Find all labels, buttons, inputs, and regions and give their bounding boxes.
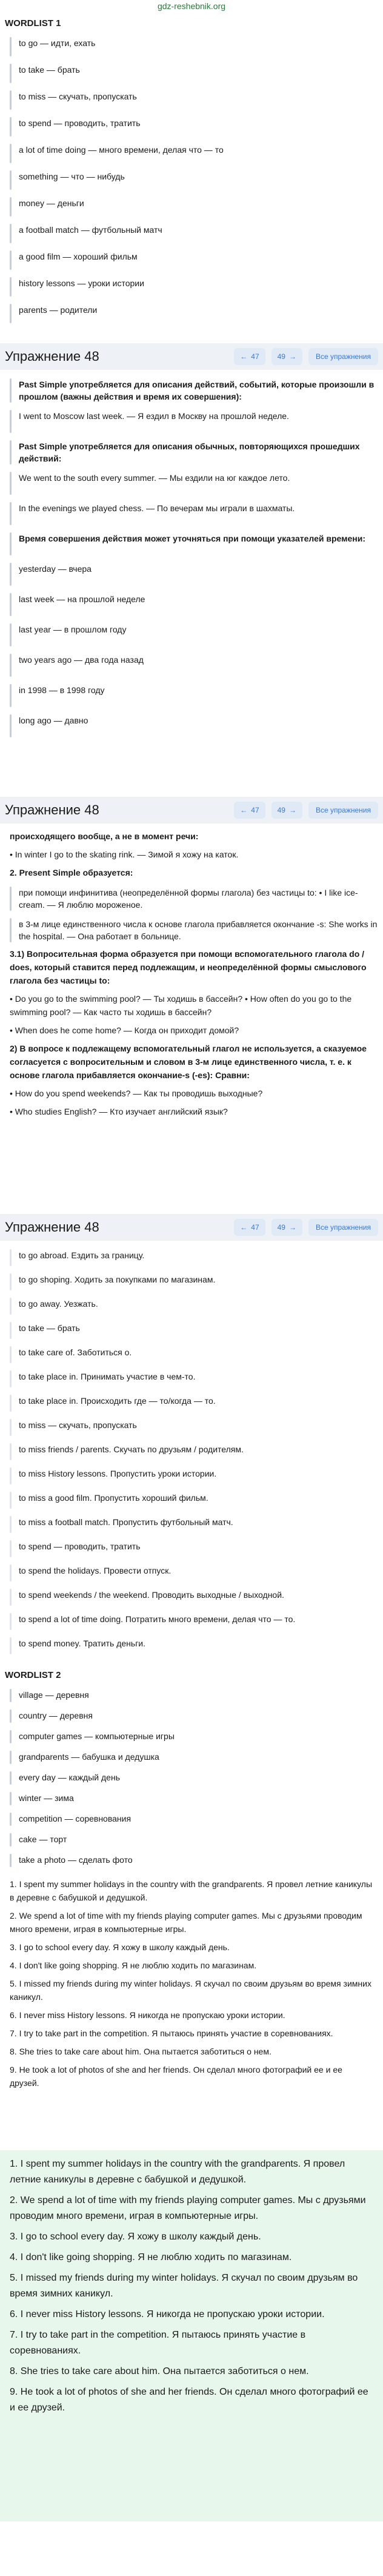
list-item-text: to spend — проводить, тратить xyxy=(19,118,141,128)
exercise-nav xyxy=(234,348,378,365)
list-item xyxy=(5,1244,378,1269)
list-item-text: I went to Moscow last week. — Я ездил в Москву на прошлой неделе. xyxy=(19,411,289,421)
all-exercises-button[interactable]: Все упражнения xyxy=(308,1219,378,1236)
bullet-bar xyxy=(10,1419,12,1436)
answer-sentence: 2. We spend a lot of time with my friends playing computer games. Мы с друзьями проводим много времени, играя в компьютерные игры. xyxy=(10,2195,366,2221)
list-item-text: to take — брать xyxy=(19,1323,80,1333)
bullet-bar xyxy=(10,1833,12,1846)
list-item-text: money — деньги xyxy=(19,198,84,208)
bullet-bar xyxy=(10,250,12,270)
list-item-text: to go away. Уезжать. xyxy=(19,1299,98,1309)
grammar-rule-question: 3.1) Вопросительная форма образуется при помощи вспомогательного глагола do / does, который ставится перед подлежащим, и неопределённой формы смыслового глагола без частицы to: xyxy=(10,949,367,985)
grammar-heading: 2. Present Simple образуется: xyxy=(10,868,133,877)
grammar-rule-subject: 2) В вопросе к подлежащему вспомогательный глагол не используется, а сказуемое согласуется с вопросительным и словом в 3-м лице единственного числа, т. е. к основе глагола прибавляется окончание-s (-es): Сравни: xyxy=(10,1044,367,1080)
bullet-bar xyxy=(10,277,12,297)
list-item-text: history lessons — уроки истории xyxy=(19,278,144,288)
wordlist-1 xyxy=(0,13,383,341)
list-item xyxy=(5,1705,378,1725)
answer-sentence: 6. I never miss History lessons. Я никогда не пропускаю уроки истории. xyxy=(10,2010,285,2020)
answer-sentence: 4. I don't like going shopping. Я не люблю ходить по магазинам. xyxy=(10,2252,292,2262)
answer-sentence: 3. I go to school every day. Я хожу в школу каждый день. xyxy=(10,1942,230,1952)
prev-label: 47 xyxy=(251,1223,259,1232)
exercise-nav-3 xyxy=(0,1214,383,1241)
bullet-bar xyxy=(10,440,12,465)
answer-sentence: 1. I spent my summer holidays in the country with the grandparents. Я провел летние каникулы в деревне с бабушкой и дедушкой. xyxy=(10,2159,345,2185)
list-item xyxy=(5,1511,378,1535)
grammar-example: • How do you spend weekends? — Как ты проводишь выходные? xyxy=(10,1088,263,1098)
bullet-bar xyxy=(10,1370,12,1387)
list-item-text: Past Simple употребляется для описания действий, событий, которые произошли в прошлом (важны действия и время их совершения): xyxy=(19,380,375,401)
list-item xyxy=(5,139,378,166)
exercise-title: Упражнение 48 xyxy=(5,349,99,364)
list-item-text: parents — родители xyxy=(19,305,98,315)
list-item-text: to miss — скучать, пропускать xyxy=(19,92,137,101)
arrow-left-icon: ← xyxy=(240,1223,248,1232)
list-item-text: In the evenings we played chess. — По вечерам мы играли в шахматы. xyxy=(19,503,295,513)
list-item xyxy=(5,619,378,649)
phrases-items xyxy=(5,1244,378,1657)
wordlist-1-title: WORDLIST 1 xyxy=(5,18,61,29)
grammar-rule xyxy=(5,913,378,945)
answer-sentence: 5. I missed my friends during my winter holidays. Я скучал по своим друзьям во время зимних каникул. xyxy=(10,2273,358,2299)
answer-sentence: 2. We spend a lot of time with my friends playing computer games. Мы с друзьями проводим много времени, играя в компьютерные игры. xyxy=(10,1911,362,1934)
list-item xyxy=(5,1269,378,1293)
wordlist-2-title: WORDLIST 2 xyxy=(5,1670,61,1680)
list-item-text: to miss History lessons. Пропустить уроки истории. xyxy=(19,1469,217,1478)
bullet-bar xyxy=(10,1751,12,1764)
list-item xyxy=(5,1390,378,1414)
bullet-bar xyxy=(10,1730,12,1743)
list-item xyxy=(5,1746,378,1766)
grammar-1-items xyxy=(5,374,378,740)
bullet-bar xyxy=(10,918,12,942)
list-item-text: to spend the holidays. Провести отпуск. xyxy=(19,1566,172,1575)
list-item-text: a football match — футбольный матч xyxy=(19,225,162,235)
grammar-intro: происходящего вообще, а не в момент речи: xyxy=(10,831,199,841)
list-item xyxy=(5,112,378,139)
list-item-text: a lot of time doing — много времени, делая что — то xyxy=(19,145,224,155)
exercise-nav-1 xyxy=(0,343,383,370)
list-item xyxy=(5,59,378,86)
list-item-text: last week — на прошлой неделе xyxy=(19,594,145,604)
list-item-text: to go — идти, ехать xyxy=(19,38,96,48)
exercise-title: Упражнение 48 xyxy=(5,802,99,817)
list-item xyxy=(5,1414,378,1438)
list-item xyxy=(5,1608,378,1632)
list-item-text: two years ago — два года назад xyxy=(19,655,144,665)
list-item xyxy=(5,405,378,435)
grammar-example: • In winter I go to the skating rink. — Зимой я хожу на каток. xyxy=(10,850,239,859)
prev-exercise-button[interactable] xyxy=(234,1219,265,1236)
list-item xyxy=(5,166,378,192)
bullet-bar xyxy=(10,532,12,555)
bullet-bar xyxy=(10,117,12,136)
answer-sentence: 7. I try to take part in the competition. Я пытаюсь принять участие в соревнованиях. xyxy=(10,2028,333,2038)
list-item xyxy=(5,435,378,467)
answer-sentence: 5. I missed my friends during my winter holidays. Я скучал по своим друзьям во время зимних каникул. xyxy=(10,1979,371,2002)
list-item-text: yesterday — вчера xyxy=(19,564,92,574)
list-item-text: Past Simple употребляется для описания обычных, повторяющихся прошедших действий: xyxy=(19,441,360,463)
list-item xyxy=(5,1828,378,1849)
list-item-text: to go shoping. Ходить за покупками по магазинам. xyxy=(19,1275,216,1284)
bullet-bar xyxy=(10,472,12,495)
list-item-text: to spend — проводить, тратить xyxy=(19,1541,141,1551)
list-item xyxy=(5,272,378,299)
list-item-text: competition — соревнования xyxy=(19,1814,132,1823)
bullet-bar xyxy=(10,887,12,911)
bullet-bar xyxy=(10,1637,12,1654)
prev-label: 47 xyxy=(251,806,259,814)
arrow-right-icon: → xyxy=(288,352,296,361)
wordlist-2-items xyxy=(5,1684,378,1870)
list-item xyxy=(5,1632,378,1657)
bullet-bar xyxy=(10,1709,12,1723)
list-item-text: something — что — нибудь xyxy=(19,172,125,181)
list-item-text: to spend weekends / the weekend. Проводить выходные / выходной. xyxy=(19,1590,284,1600)
list-item-text: long ago — давно xyxy=(19,716,88,725)
arrow-left-icon: ← xyxy=(240,806,248,814)
answer-sentence: 4. I don't like going shopping. Я не люблю ходить по магазинам. xyxy=(10,1961,257,1970)
list-item xyxy=(5,588,378,619)
sentences-plain xyxy=(0,1871,383,2150)
grammar-example: • Do you go to the swimming pool? — Ты ходишь в бассейн? • How often do you go to the swimming pool? — Как часто ты ходишь в бассейн? xyxy=(10,994,352,1017)
list-item-text: winter — зима xyxy=(19,1793,74,1803)
all-exercises-button[interactable]: Все упражнения xyxy=(308,802,378,819)
bullet-bar xyxy=(10,1540,12,1557)
next-label: 49 xyxy=(277,806,285,814)
wordlist-2 xyxy=(0,1665,383,1871)
list-item-text: to miss a good film. Пропустить хороший фильм. xyxy=(19,1493,208,1503)
prev-exercise-button[interactable] xyxy=(234,802,265,819)
list-item-text: to go abroad. Ездить за границу. xyxy=(19,1250,145,1260)
list-item xyxy=(5,1725,378,1746)
grammar-example: • Who studies English? — Кто изучает английский язык? xyxy=(10,1107,228,1116)
list-item xyxy=(5,1341,378,1366)
answer-sentence: 7. I try to take part in the competition. Я пытаюсь принять участие в соревнованиях. xyxy=(10,2330,306,2356)
list-item xyxy=(5,1787,378,1808)
prev-exercise-button[interactable] xyxy=(234,348,265,365)
sentences-highlighted xyxy=(0,2150,383,2521)
sentences-2-items xyxy=(5,2154,378,2418)
bullet-bar xyxy=(10,1298,12,1315)
list-item xyxy=(5,1438,378,1463)
list-item-text: to spend a lot of time doing. Потратить много времени, делая что — то. xyxy=(19,1614,296,1624)
list-item-text: We went to the south every summer. — Мы ездили на юг каждое лето. xyxy=(19,473,290,483)
next-exercise-button[interactable] xyxy=(271,802,302,819)
bullet-bar xyxy=(10,502,12,525)
exercise-title: Упражнение 48 xyxy=(5,1219,99,1235)
bullet-bar xyxy=(10,197,12,216)
exercise-nav-2 xyxy=(0,797,383,823)
list-item xyxy=(5,1487,378,1511)
arrow-right-icon: → xyxy=(288,806,296,814)
list-item xyxy=(5,1584,378,1608)
list-item xyxy=(5,1766,378,1787)
list-item xyxy=(5,679,378,709)
list-item-text: grandparents — бабушка и дедушка xyxy=(19,1752,159,1762)
list-item xyxy=(5,1293,378,1317)
bullet-bar xyxy=(10,1467,12,1484)
list-item xyxy=(5,709,378,740)
bullet-bar xyxy=(10,1589,12,1606)
answer-sentence: 8. She tries to take care about him. Она пытается заботиться о нем. xyxy=(10,2366,309,2376)
bullet-bar xyxy=(10,563,12,586)
next-exercise-button[interactable] xyxy=(271,348,302,365)
answer-sentence: 9. He took a lot of photos of she and her friends. Он сделал много фотографий ее и ее друзей. xyxy=(10,2065,342,2088)
list-item-text: in 1998 — в 1998 году xyxy=(19,685,105,695)
bullet-bar xyxy=(10,1395,12,1412)
grammar-past-simple xyxy=(0,370,383,794)
list-item-text: to take place in. Принимать участие в чем-то. xyxy=(19,1372,196,1381)
arrow-left-icon: ← xyxy=(240,352,248,361)
list-item-text: every day — каждый день xyxy=(19,1773,120,1782)
grammar-example: • When does he come home? — Когда он приходит домой? xyxy=(10,1025,239,1035)
bullet-bar xyxy=(10,1346,12,1363)
bullet-bar xyxy=(10,1492,12,1509)
list-item xyxy=(5,32,378,59)
bullet-bar xyxy=(10,170,12,190)
bullet-bar xyxy=(10,1443,12,1460)
list-item xyxy=(5,1535,378,1560)
bullet-bar xyxy=(10,1689,12,1702)
list-item-text: to miss a football match. Пропустить футбольный матч. xyxy=(19,1517,233,1527)
prev-label: 47 xyxy=(251,352,259,361)
list-item-text: take a photo — сделать фото xyxy=(19,1855,133,1865)
next-label: 49 xyxy=(277,1223,285,1232)
answer-sentence: 8. She tries to take care about him. Она пытается заботиться о нем. xyxy=(10,2047,271,2056)
list-item-text: village — деревня xyxy=(19,1690,89,1700)
list-item xyxy=(5,1463,378,1487)
rule-text: при помощи инфинитива (неопределённой формы глагола) без частицы to: • I like ice-cream. — Я люблю мороженое. xyxy=(19,888,358,910)
bullet-bar xyxy=(10,1613,12,1630)
wordlist-1-items xyxy=(5,32,378,326)
bullet-bar xyxy=(10,378,12,403)
bullet-bar xyxy=(10,654,12,677)
bullet-bar xyxy=(10,144,12,163)
list-item-text: to take care of. Заботиться о. xyxy=(19,1347,132,1357)
list-item-text: cake — торт xyxy=(19,1834,67,1844)
list-item xyxy=(5,558,378,588)
answer-sentence: 1. I spent my summer holidays in the country with the grandparents. Я провел летние каникулы в деревне с бабушкой и дедушкой. xyxy=(10,1879,373,1902)
list-item xyxy=(5,1560,378,1584)
list-item xyxy=(5,467,378,497)
exercise-nav xyxy=(234,1219,378,1236)
list-item-text: to miss friends / parents. Скучать по друзьям / родителям. xyxy=(19,1444,244,1454)
list-item xyxy=(5,1849,378,1870)
bullet-bar xyxy=(10,1771,12,1785)
bullet-bar xyxy=(10,1813,12,1826)
list-item xyxy=(5,192,378,219)
site-watermark: gdz-reshebnik.org xyxy=(157,1,226,11)
bullet-bar xyxy=(10,714,12,737)
bullet-bar xyxy=(10,1516,12,1533)
rule-text: в 3-м лице единственного числа к основе глагола прибавляется окончание -s: She works in the hospital. — Она работает в больнице. xyxy=(19,919,378,941)
list-item-text: to spend money. Тратить деньги. xyxy=(19,1639,146,1648)
bullet-bar xyxy=(10,593,12,616)
list-item-text: to take — брать xyxy=(19,65,80,75)
bullet-bar xyxy=(10,1565,12,1581)
grammar-rule xyxy=(5,882,378,913)
bullet-bar xyxy=(10,304,12,323)
bullet-bar xyxy=(10,623,12,646)
exercise-nav xyxy=(234,802,378,819)
answer-sentence: 3. I go to school every day. Я хожу в школу каждый день. xyxy=(10,2232,261,2242)
list-item-text: a good film — хороший фильм xyxy=(19,252,138,261)
list-item xyxy=(5,1366,378,1390)
sentences-1-items xyxy=(5,1875,378,2092)
list-item-text: Время совершения действия может уточняться при помощи указателей времени: xyxy=(19,534,365,543)
answer-sentence: 9. He took a lot of photos of she and her friends. Он сделал много фотографий ее и ее друзей. xyxy=(10,2387,368,2413)
arrow-right-icon: → xyxy=(288,1223,296,1232)
list-item-text: to miss — скучать, пропускать xyxy=(19,1420,137,1430)
list-item-text: country — деревня xyxy=(19,1711,93,1720)
grammar-present-simple xyxy=(0,823,383,1212)
bullet-bar xyxy=(10,410,12,433)
all-exercises-button[interactable]: Все упражнения xyxy=(308,348,378,365)
next-exercise-button[interactable] xyxy=(271,1219,302,1236)
bullet-bar xyxy=(10,1249,12,1266)
list-item xyxy=(5,374,378,405)
bullet-bar xyxy=(10,37,12,56)
phrases-list xyxy=(0,1241,383,1665)
list-item xyxy=(5,497,378,528)
bullet-bar xyxy=(10,90,12,110)
bullet-bar xyxy=(10,64,12,83)
list-item-text: to take place in. Происходить где — то/когда — то. xyxy=(19,1396,216,1406)
list-item-text: last year — в прошлом году xyxy=(19,625,127,634)
next-label: 49 xyxy=(277,352,285,361)
list-item xyxy=(5,1317,378,1341)
bullet-bar xyxy=(10,1854,12,1867)
bullet-bar xyxy=(10,1322,12,1339)
bullet-bar xyxy=(10,684,12,707)
list-item xyxy=(5,86,378,112)
list-item xyxy=(5,299,378,326)
list-item-text: computer games — компьютерные игры xyxy=(19,1731,175,1741)
list-item xyxy=(5,219,378,246)
bullet-bar xyxy=(10,224,12,243)
list-item xyxy=(5,649,378,679)
list-item xyxy=(5,528,378,558)
answer-sentence: 6. I never miss History lessons. Я никогда не пропускаю уроки истории. xyxy=(10,2309,325,2319)
bullet-bar xyxy=(10,1273,12,1290)
list-item xyxy=(5,246,378,272)
list-item xyxy=(5,1808,378,1828)
list-item xyxy=(5,1684,378,1705)
bullet-bar xyxy=(10,1792,12,1805)
